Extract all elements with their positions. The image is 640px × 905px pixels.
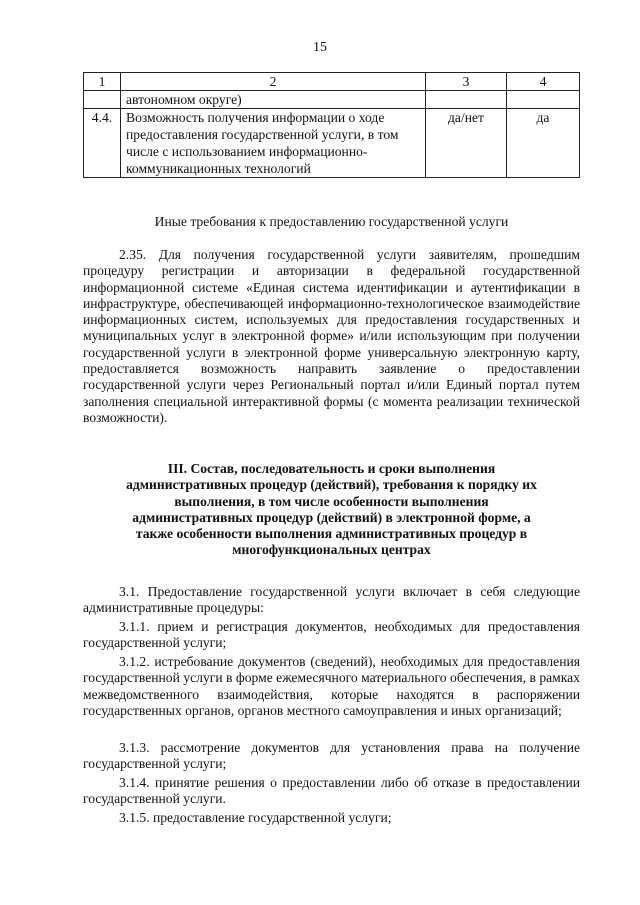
requirements-table	[83, 72, 580, 178]
table-row	[84, 91, 580, 109]
table-header-cell: 1	[84, 73, 121, 91]
page-number: 15	[313, 40, 327, 55]
table-cell-text: автономном округе)	[121, 91, 426, 109]
other-requirements-heading: Иные требования к предоставлению государственной услуги	[154, 214, 509, 229]
paragraph-3-1-4: 3.1.4. принятие решения о предоставлении либо об отказе в предоставлении государственной услуги.	[83, 775, 580, 807]
paragraph-3-1-3: 3.1.3. рассмотрение документов для установления права на получение государственной услуги;	[83, 740, 580, 772]
table-cell-value	[426, 91, 507, 109]
table-cell-num: 4.4.	[84, 109, 121, 178]
paragraph-3-1: 3.1. Предоставление государственной услуги включает в себя следующие административные процедуры:	[83, 584, 580, 616]
table-cell-value	[507, 91, 580, 109]
table-header-cell: 2	[121, 73, 426, 91]
table-row	[84, 109, 580, 178]
table-cell-num	[84, 91, 121, 109]
table-cell-value: да/нет	[426, 109, 507, 178]
table-header-row	[84, 73, 580, 91]
table-cell-text: Возможность получения информации о ходе предоставления государственной услуги, в том числе с использованием информационно-коммуникационных технологий	[121, 109, 426, 178]
paragraph-3-1-5: 3.1.5. предоставление государственной услуги;	[119, 810, 392, 825]
table-header-cell: 3	[426, 73, 507, 91]
paragraph-2-35: 2.35. Для получения государственной услуги заявителям, прошедшим процедуру регистрации и авторизации в федеральной государственной информационной системе «Единая система идентификации и аутентификации в инфраструктуре, обеспечивающей информационно-технологическое взаимодействие информационных систем, используемых для предоставления государственных и муниципальных услуг в электронной форме» и/или использующим при получении государственной услуги в электронной форме универсальную электронную карту, предоставляется возможность направить заявление о предоставлении государственной услуги через Региональный портал и/или Единый портал путем заполнения специальной интерактивной формы (с момента реализации технической возможности).	[83, 247, 580, 425]
paragraph-3-1-2: 3.1.2. истребование документов (сведений), необходимых для предоставления государственной услуги в форме ежемесячного материального обеспечения, в рамках межведомственного взаимодействия, которые находятся в распоряжении государственных органов, органов местного самоуправления и иных организаций;	[83, 654, 580, 718]
section-3-heading: III. Состав, последовательность и сроки выполнения административных процедур (действий), требования к порядку их выполнения, в том числе особенности выполнения административных процедур (действий) в электронной форме, а также особенности выполнения административных процедур в многофункциональных центрах	[126, 461, 537, 558]
paragraph-3-1-1: 3.1.1. прием и регистрация документов, необходимых для предоставления государственной услуги;	[83, 619, 580, 651]
table-cell-value: да	[507, 109, 580, 178]
table-header-cell: 4	[507, 73, 580, 91]
